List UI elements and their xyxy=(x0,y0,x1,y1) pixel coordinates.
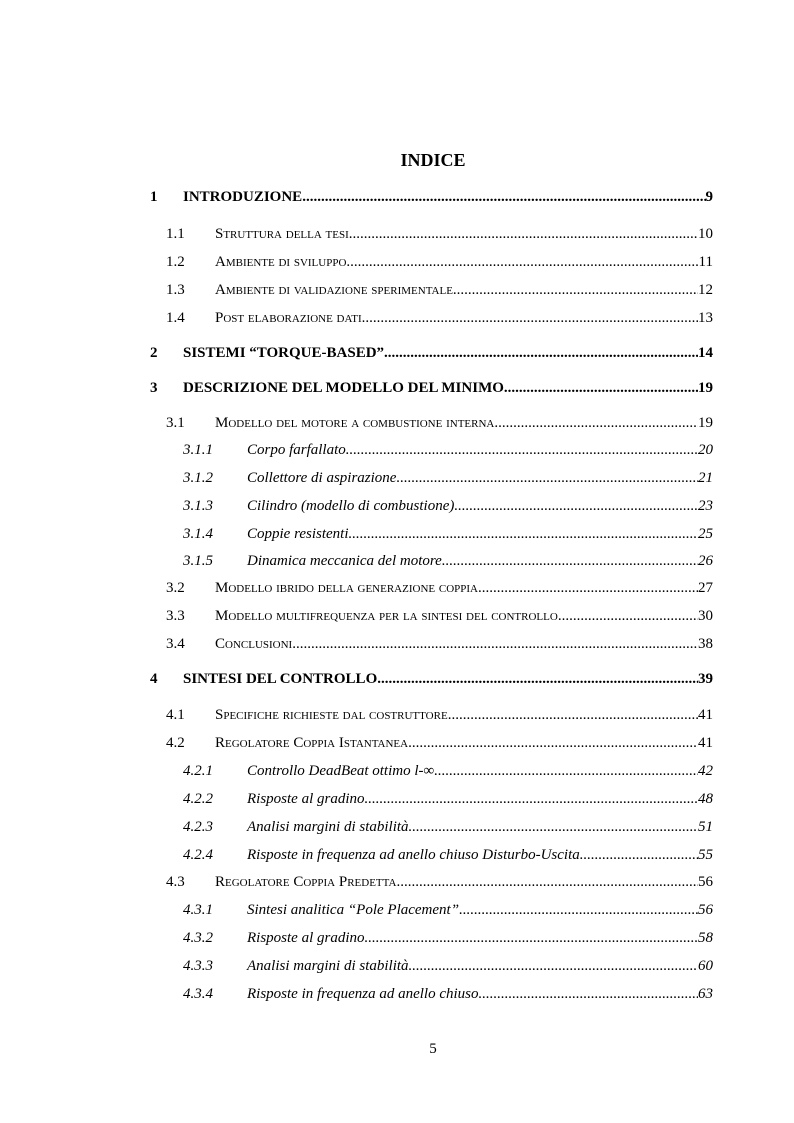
entry-page: 27 xyxy=(698,580,713,596)
dot-leader xyxy=(377,669,698,689)
entry-page: 42 xyxy=(698,763,713,779)
dot-leader xyxy=(504,378,698,398)
entry-number: 4.2.2 xyxy=(183,791,213,807)
entry-page: 23 xyxy=(698,498,713,514)
dot-leader xyxy=(442,551,698,571)
dot-leader xyxy=(396,872,698,892)
entry-number: 3.1.4 xyxy=(183,526,213,542)
entry-number: 4 xyxy=(150,671,158,687)
entry-number: 4.3 xyxy=(166,874,185,890)
toc-entry-chapter xyxy=(150,343,713,363)
dot-leader xyxy=(349,224,698,244)
entry-number: 1.2 xyxy=(166,254,185,270)
entry-number: 3.1.2 xyxy=(183,470,213,486)
entry-title: Risposte in frequenza ad anello chiuso xyxy=(247,986,479,1002)
entry-number: 4.2.3 xyxy=(183,819,213,835)
entry-number: 3.1 xyxy=(166,415,185,431)
entry-number: 4.2 xyxy=(166,735,185,751)
toc-entry-subsection xyxy=(183,524,713,544)
toc-entry-subsection xyxy=(183,845,713,865)
toc-entry-section xyxy=(166,634,713,654)
toc-entry-subsection xyxy=(183,440,713,460)
entry-page: 19 xyxy=(698,380,713,396)
dot-leader xyxy=(453,280,698,300)
entry-number: 3.4 xyxy=(166,636,185,652)
entry-number: 3 xyxy=(150,380,158,396)
toc-entry-section xyxy=(166,606,713,626)
toc-entry-subsection xyxy=(183,956,713,976)
dot-leader xyxy=(409,956,698,976)
entry-number: 3.1.3 xyxy=(183,498,213,514)
entry-page: 11 xyxy=(698,254,713,270)
toc-entry-subsection xyxy=(183,817,713,837)
dot-leader xyxy=(365,789,698,809)
dot-leader xyxy=(408,733,698,753)
entry-number: 3.2 xyxy=(166,580,185,596)
entry-page: 30 xyxy=(698,608,713,624)
entry-page: 20 xyxy=(698,442,713,458)
entry-page: 14 xyxy=(698,345,713,361)
dot-leader xyxy=(459,900,698,920)
entry-title: Post elaborazione dati xyxy=(215,310,362,326)
entry-number: 1 xyxy=(150,189,158,205)
toc-entry-subsection xyxy=(183,468,713,488)
entry-title: Risposte in frequenza ad anello chiuso Disturbo-Uscita xyxy=(247,847,580,863)
entry-page: 63 xyxy=(698,986,713,1002)
entry-page: 26 xyxy=(698,553,713,569)
entry-title: Analisi margini di stabilità xyxy=(247,819,409,835)
dot-leader xyxy=(448,705,698,725)
toc-entry-subsection xyxy=(183,928,713,948)
entry-number: 4.3.2 xyxy=(183,930,213,946)
dot-leader xyxy=(478,578,698,598)
dot-leader xyxy=(396,468,698,488)
toc-entry-section xyxy=(166,413,713,433)
entry-page: 41 xyxy=(698,735,713,751)
toc-entry-subsection xyxy=(183,789,713,809)
page-title: INDICE xyxy=(400,150,466,170)
dot-leader xyxy=(384,343,698,363)
entry-page: 39 xyxy=(698,671,713,687)
toc-entry-section xyxy=(166,733,713,753)
entry-number: 4.1 xyxy=(166,707,185,723)
entry-page: 60 xyxy=(698,958,713,974)
entry-number: 3.3 xyxy=(166,608,185,624)
toc-entry-section xyxy=(166,578,713,598)
entry-page: 9 xyxy=(705,189,713,205)
entry-title: Modello multifrequenza per la sintesi del controllo xyxy=(215,608,558,624)
entry-number: 2 xyxy=(150,345,158,361)
toc-entry-section xyxy=(166,224,713,244)
toc-entry-chapter xyxy=(150,187,713,207)
entry-title: Cilindro (modello di combustione) xyxy=(247,498,455,514)
entry-title: Struttura della tesi xyxy=(215,226,349,242)
entry-page: 10 xyxy=(698,226,713,242)
entry-title: Regolatore Coppia Predetta xyxy=(215,874,397,890)
entry-title: SISTEMI “TORQUE-BASED” xyxy=(183,345,385,361)
entry-page: 56 xyxy=(698,902,713,918)
dot-leader xyxy=(346,252,698,272)
entry-page: 38 xyxy=(698,636,713,652)
dot-leader xyxy=(365,928,698,948)
entry-page: 19 xyxy=(698,415,713,431)
entry-number: 1.3 xyxy=(166,282,185,298)
entry-number: 1.1 xyxy=(166,226,185,242)
entry-number: 4.3.4 xyxy=(183,986,213,1002)
entry-title: SINTESI DEL CONTROLLO xyxy=(183,671,378,687)
entry-title: Risposte al gradino xyxy=(247,791,365,807)
toc-entry-section xyxy=(166,705,713,725)
entry-title: INTRODUZIONE xyxy=(183,189,303,205)
entry-number: 4.2.1 xyxy=(183,763,213,779)
toc-entry-section xyxy=(166,252,713,272)
entry-page: 51 xyxy=(698,819,713,835)
entry-title: Ambiente di sviluppo xyxy=(215,254,347,270)
entry-title: Risposte al gradino xyxy=(247,930,365,946)
dot-leader xyxy=(346,440,698,460)
dot-leader xyxy=(349,524,698,544)
page-number: 5 xyxy=(429,1041,437,1057)
dot-leader xyxy=(292,634,698,654)
entry-page: 13 xyxy=(698,310,713,326)
toc-entry-subsection xyxy=(183,984,713,1004)
entry-title: Corpo farfallato xyxy=(247,442,346,458)
toc-entry-section xyxy=(166,280,713,300)
entry-title: Coppie resistenti xyxy=(247,526,349,542)
dot-leader xyxy=(558,606,698,626)
toc-entry-chapter xyxy=(150,378,713,398)
entry-page: 56 xyxy=(698,874,713,890)
entry-title: Dinamica meccanica del motore xyxy=(247,553,442,569)
entry-number: 4.3.1 xyxy=(183,902,213,918)
entry-title: Controllo DeadBeat ottimo l-∞ xyxy=(247,763,435,779)
dot-leader xyxy=(454,496,698,516)
toc-entry-section xyxy=(166,872,713,892)
entry-page: 58 xyxy=(698,930,713,946)
entry-page: 12 xyxy=(698,282,713,298)
entry-number: 4.3.3 xyxy=(183,958,213,974)
dot-leader xyxy=(479,984,698,1004)
dot-leader xyxy=(362,308,698,328)
toc-entry-subsection xyxy=(183,551,713,571)
entry-title: Collettore di aspirazione xyxy=(247,470,397,486)
entry-page: 41 xyxy=(698,707,713,723)
dot-leader xyxy=(494,413,698,433)
entry-title: Regolatore Coppia Istantanea xyxy=(215,735,409,751)
dot-leader xyxy=(434,761,698,781)
entry-number: 1.4 xyxy=(166,310,185,326)
dot-leader xyxy=(409,817,698,837)
entry-title: DESCRIZIONE DEL MODELLO DEL MINIMO xyxy=(183,380,504,396)
toc-entry-chapter xyxy=(150,669,713,689)
toc-entry-section xyxy=(166,308,713,328)
dot-leader xyxy=(580,845,698,865)
entry-title: Conclusioni xyxy=(215,636,293,652)
entry-number: 3.1.1 xyxy=(183,442,213,458)
entry-title: Ambiente di validazione sperimentale xyxy=(215,282,453,298)
dot-leader xyxy=(302,187,705,207)
entry-title: Analisi margini di stabilità xyxy=(247,958,409,974)
entry-number: 4.2.4 xyxy=(183,847,213,863)
toc-entry-subsection xyxy=(183,496,713,516)
entry-page: 48 xyxy=(698,791,713,807)
toc-entry-subsection xyxy=(183,900,713,920)
entry-title: Modello ibrido della generazione coppia xyxy=(215,580,478,596)
entry-page: 21 xyxy=(698,470,713,486)
entry-title: Sintesi analitica “Pole Placement” xyxy=(247,902,460,918)
entry-title: Specifiche richieste dal costruttore xyxy=(215,707,448,723)
entry-number: 3.1.5 xyxy=(183,553,213,569)
entry-page: 55 xyxy=(698,847,713,863)
entry-title: Modello del motore a combustione interna xyxy=(215,415,495,431)
entry-page: 25 xyxy=(698,526,713,542)
toc-entry-subsection xyxy=(183,761,713,781)
